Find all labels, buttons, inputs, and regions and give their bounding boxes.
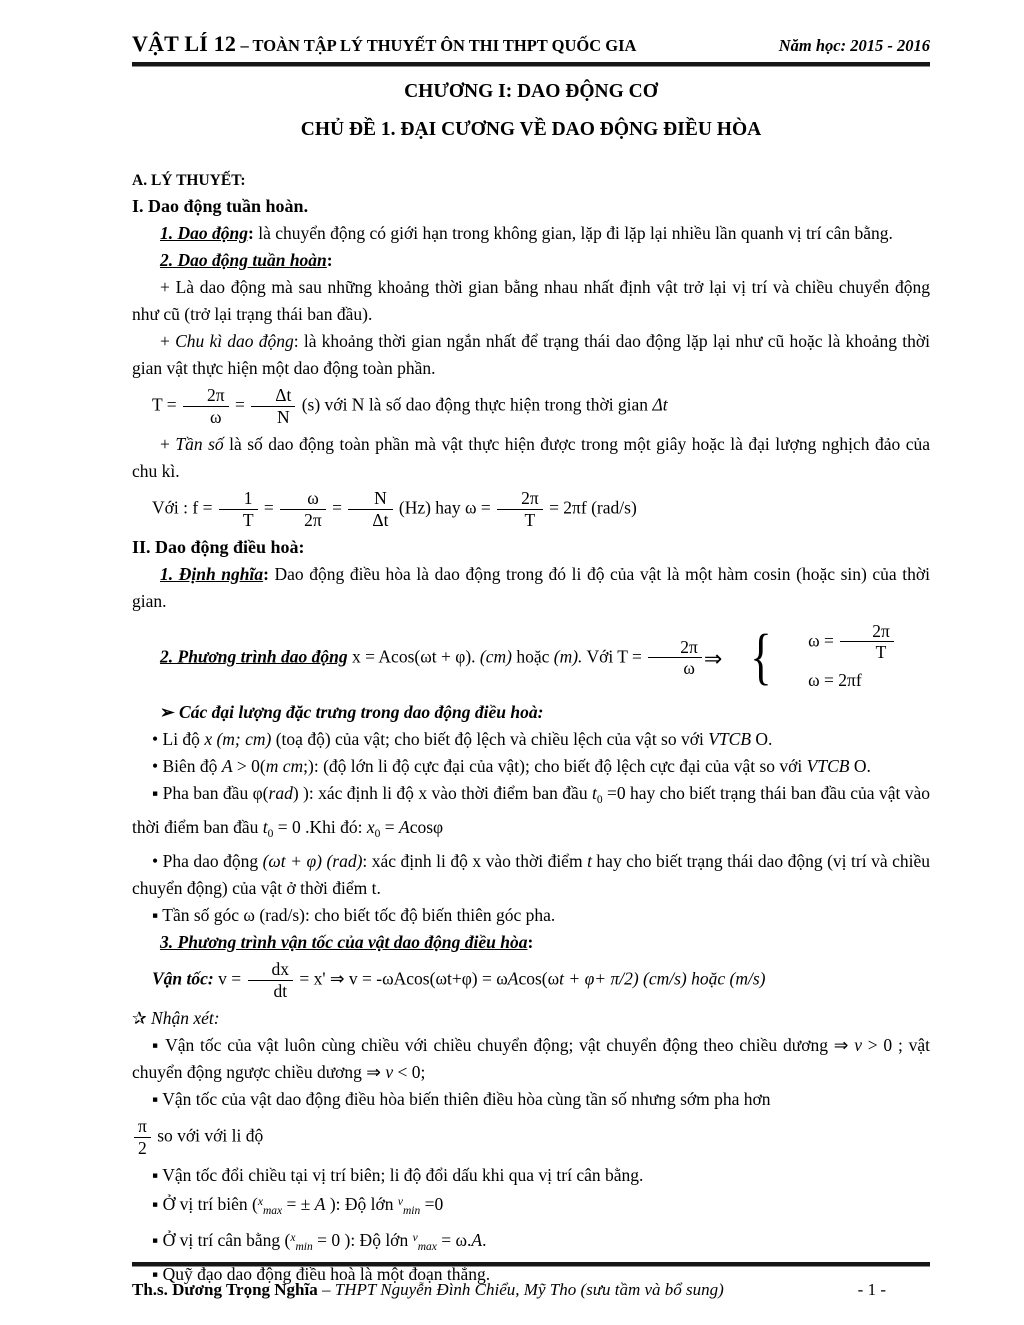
author-name: Th.s. Dương Trọng Nghĩa	[132, 1280, 318, 1299]
text-run: là số dao động toàn phần mà vật thực hiện được trong một giây hoặc là đại lượng nghịch đảo của chu kì.	[132, 433, 931, 481]
unit-run: (cm/s) hoặc (m/s)	[643, 968, 766, 989]
text-run: ω =	[808, 629, 839, 650]
fraction-2pi-omega	[646, 638, 704, 679]
page-number: - 1 -	[857, 1280, 886, 1299]
fraction-N-dt	[346, 489, 394, 530]
text-run: +	[160, 433, 176, 454]
section-2-heading: II. Dao động điều hoà:	[132, 536, 305, 557]
term-vtcb: VTCB	[708, 729, 752, 750]
term-dao-dong-tuan-hoan: 2. Dao động tuần hoàn	[160, 250, 327, 270]
text-run: > 0(	[232, 756, 266, 777]
var-A: A	[221, 756, 233, 777]
note-label: Nhận xét:	[151, 1008, 220, 1029]
para-quantities-heading	[132, 699, 930, 726]
var-A: A	[314, 1193, 326, 1214]
text-run: • Pha dao động	[152, 851, 263, 872]
text-run: (s) với N là số dao động thực hiện trong thời gian	[297, 394, 653, 415]
text-run: =0 hay cho biết trạng thái ban đầu của vật vào thời điểm ban đầu	[132, 783, 930, 838]
text-run: Với T =	[582, 645, 647, 666]
subscript-0: 0	[267, 828, 274, 841]
topic-title: CHỦ ĐỀ 1. ĐẠI CƯƠNG VỀ DAO ĐỘNG ĐIỀU HÒA	[300, 119, 762, 140]
denominator: T	[840, 641, 894, 662]
term-chu-ki: Chu kì dao động	[175, 331, 294, 351]
text-run: cosφ	[409, 817, 444, 838]
para-phuong-trinh	[132, 622, 930, 695]
numerator: 1	[243, 487, 253, 508]
unit-rad: rad	[268, 783, 293, 804]
text-run: ) ): xác định li độ x vào thời điểm ban đầu	[292, 783, 592, 804]
colon: :	[527, 932, 534, 953]
page-header	[132, 30, 930, 59]
text-run: O.	[849, 756, 871, 777]
text-run: so với với li độ	[152, 1125, 264, 1146]
footer-left	[132, 1276, 724, 1303]
text-run: : là khoảng thời gian ngắn nhất để trạng thái dao động lặp lại như cũ hoặc là khoảng thời gian vật thực hiện một dao động toàn phần.	[132, 331, 930, 378]
text-run: =0	[420, 1193, 444, 1214]
colon: :	[263, 563, 269, 584]
page-footer	[132, 1262, 930, 1303]
var-x: x (m; cm)	[204, 729, 272, 750]
school-name: – THPT Nguyễn Đình Chiểu, Mỹ Tho (sưu tầm và bổ sung)	[317, 1280, 724, 1299]
text-run: > 0 ; vật chuyển động ngược chiều dương ⇒	[132, 1035, 930, 1083]
text-run: =	[259, 497, 279, 518]
text-run: (Hz) hay ω =	[394, 497, 496, 518]
fraction-2pi-T	[495, 489, 545, 530]
bullet-bien-do	[132, 753, 930, 780]
term-van-toc: Vận tốc:	[152, 968, 214, 989]
para-nhan-xet	[132, 1005, 930, 1032]
book-subtitle: – TOÀN TẬP LÝ THUYẾT ÔN THI THPT QUỐC GIA	[240, 36, 637, 55]
subscript-min: min	[295, 1240, 313, 1253]
formula-velocity	[132, 960, 930, 1001]
term-dao-dong: 1. Dao động	[160, 223, 248, 243]
text-run: Với : f =	[152, 497, 217, 518]
text-run: .	[482, 1229, 487, 1250]
fraction-2pi-omega	[181, 386, 231, 427]
text-run: (toạ độ) của vật; cho biết độ lệch và chiều lệch của vật so với	[271, 729, 709, 750]
text-run: v =	[213, 968, 246, 989]
para-tan-so	[132, 431, 930, 485]
unit-cm: (cm)	[479, 645, 512, 666]
header-left	[132, 30, 636, 59]
var-v: v	[854, 1035, 862, 1056]
para-dao-dong	[132, 220, 930, 247]
unit-run: m cm	[265, 756, 304, 777]
denominator: T	[497, 509, 543, 530]
var-x: x	[366, 817, 375, 838]
text-run: là chuyển động có giới hạn trong không gian, lặp đi lặp lại nhiều lần quanh vị trí cân bằng.	[253, 223, 893, 243]
footer-rule	[132, 1262, 930, 1267]
denominator: ω	[648, 657, 702, 678]
section-1-heading: I. Dao động tuần hoàn.	[132, 196, 309, 216]
numerator: 2π	[521, 487, 539, 508]
text-run: T =	[152, 394, 181, 415]
book-title: VẬT LÍ 12	[132, 31, 237, 56]
numerator: ω	[307, 487, 319, 508]
subscript-max: max	[417, 1240, 437, 1253]
theory-label: A. LÝ THUYẾT:	[132, 172, 246, 189]
arrow-bullet-icon: ➢	[160, 702, 180, 723]
text-run: = 2πf (rad/s)	[544, 497, 637, 518]
para-periodic-def: + Là dao động mà sau những khoảng thời gian bằng nhau nhất định vật trở lại vị trí và chiều chuyển động như cũ (trở lại trạng thái ban đầu).	[132, 277, 930, 324]
case-column	[780, 622, 896, 695]
school-year: Năm học: 2015 - 2016	[778, 36, 930, 55]
note-1	[132, 1032, 930, 1086]
text-run: • Biên độ	[152, 756, 222, 777]
text-run: +	[160, 331, 176, 351]
colon: :	[326, 250, 333, 270]
para-dinh-nghia	[132, 561, 930, 615]
left-brace: {	[750, 623, 773, 692]
fraction-1-T	[217, 489, 260, 530]
var-v: v	[412, 1231, 418, 1244]
colon: :	[248, 223, 254, 243]
para-chu-ki	[132, 328, 930, 382]
term-dinh-nghia: 1. Định nghĩa	[160, 563, 264, 584]
text-run: Δt	[652, 394, 668, 415]
case-1	[780, 622, 896, 663]
var-A: A	[471, 1229, 483, 1250]
var-t: t	[262, 817, 268, 838]
text-run: x = Acos(ωt + φ).	[347, 645, 480, 666]
denominator: Δt	[348, 509, 392, 530]
var-t: t	[587, 851, 592, 872]
para-van-toc-heading	[132, 929, 930, 956]
header-rule	[132, 62, 930, 67]
text-run: = 0 ): Độ lớn	[312, 1229, 413, 1250]
numerator: dx	[271, 959, 289, 980]
var-v: v	[397, 1195, 403, 1208]
phase-expression: (ωt + φ) (rad)	[262, 851, 363, 872]
var-A: A	[399, 817, 410, 838]
var-v: v	[385, 1062, 394, 1083]
text-run: ;): (độ lớn li độ cực đại của vật); cho biết độ lệch cực đại của vật so với	[303, 756, 807, 777]
bullet-tan-so-goc: ▪ Tần số góc ω (rad/s): cho biết tốc độ biến thiên góc pha.	[152, 905, 556, 926]
star-icon: ✰	[132, 1008, 152, 1029]
text-run: ▪ Ở vị trí cân bằng (	[152, 1229, 291, 1250]
note-2-fraction-line	[132, 1117, 930, 1158]
text-run: = 0 .Khi đó:	[273, 817, 367, 838]
text-run: hay cho biết trạng thái dao động (vị trí và chiều chuyển động) của vật ở thời điểm t.	[132, 851, 930, 899]
term-vtcb: VTCB	[806, 756, 850, 777]
formula-frequency	[132, 489, 930, 530]
text-run: hoặc	[511, 645, 554, 666]
text-run: = x' ⇒ v = -ωAcos(ωt+φ) = ω	[295, 968, 508, 989]
bullet-pha-dao-dong	[132, 848, 930, 902]
text-run: = ω.	[436, 1229, 472, 1250]
term-tan-so: Tần số	[175, 433, 224, 454]
text-run: < 0;	[393, 1062, 426, 1083]
var-x: x	[257, 1195, 263, 1208]
text-run: ▪ Vận tốc của vật luôn cùng chiều với chiều chuyển động; vật chuyển động theo chiều dương ⇒	[152, 1035, 855, 1056]
text-run: = ±	[282, 1193, 315, 1214]
var-A: A	[507, 968, 519, 989]
bullet-li-do	[132, 726, 930, 753]
note-5	[132, 1225, 930, 1261]
text-run: • Li độ	[152, 729, 205, 750]
numerator: 2π	[680, 636, 698, 657]
denominator: ω	[183, 406, 229, 427]
denominator: T	[219, 509, 258, 530]
note-6: ▪ Quỹ đạo dao động điều hoà là một đoạn thẳng.	[152, 1263, 491, 1284]
var-t: t	[591, 783, 597, 804]
bullet-pha-ban-dau	[132, 780, 930, 848]
term-phuong-trinh-van-toc: 3. Phương trình vận tốc của vật dao động điều hòa	[160, 932, 528, 953]
fraction-dx-dt	[246, 960, 296, 1001]
fraction-pi-2	[132, 1117, 153, 1158]
para-dao-dong-tuan-hoan	[132, 247, 930, 274]
numerator: N	[374, 487, 387, 508]
numerator: π	[138, 1116, 147, 1137]
unit-m: (m).	[553, 645, 583, 666]
fraction-dt-N	[249, 386, 297, 427]
denominator: 2	[134, 1137, 151, 1158]
text-run: t + φ+ π/2)	[559, 968, 639, 989]
fraction-2pi-T	[838, 622, 896, 663]
text-run: Dao động điều hòa là dao động trong đó li độ của vật là một hàm cosin (hoặc sin) của thời gian.	[132, 563, 931, 611]
numerator: 2π	[872, 620, 890, 641]
numerator: 2π	[207, 385, 225, 405]
denominator: N	[251, 406, 295, 427]
denominator: 2π	[280, 509, 326, 530]
text-run: ▪ Pha ban đầu φ(	[152, 783, 269, 804]
text-run: cos(ω	[518, 968, 560, 989]
var-x: x	[290, 1231, 296, 1244]
heading-quantities: Các đại lượng đặc trưng trong dao động điều hoà:	[179, 702, 544, 723]
text-run: =	[327, 497, 347, 518]
formula-period	[132, 386, 930, 427]
implies-arrow: ⇒	[703, 645, 723, 671]
fraction-omega-2pi	[278, 489, 328, 530]
subscript-min: min	[403, 1204, 421, 1217]
numerator: Δt	[275, 385, 292, 405]
note-2: ▪ Vận tốc của vật dao động điều hòa biến thiên điều hòa cùng tần số nhưng sớm pha hơn	[152, 1089, 771, 1110]
text-run: ): Độ lớn	[325, 1193, 398, 1214]
subscript-0: 0	[596, 794, 603, 807]
note-4	[132, 1189, 930, 1225]
text-run: ▪ Ở vị trí biên (	[152, 1193, 258, 1214]
text-run: =	[230, 394, 250, 415]
case-2: ω = 2πf	[808, 670, 862, 691]
footer-line	[132, 1276, 930, 1303]
text-run: O.	[751, 729, 773, 750]
text-run: : xác định li độ x vào thời điểm	[362, 851, 588, 872]
note-3: ▪ Vận tốc đổi chiều tại vị trí biên; li độ đổi dấu khi qua vị trí cân bằng.	[152, 1164, 644, 1185]
denominator: dt	[248, 980, 294, 1001]
omega-system	[722, 622, 896, 695]
text-run: =	[380, 817, 400, 838]
subscript-0: 0	[374, 828, 381, 841]
chapter-title: CHƯƠNG I: DAO ĐỘNG CƠ	[404, 81, 658, 102]
term-phuong-trinh: 2. Phương trình dao động	[160, 645, 348, 666]
subscript-max: max	[262, 1204, 283, 1217]
